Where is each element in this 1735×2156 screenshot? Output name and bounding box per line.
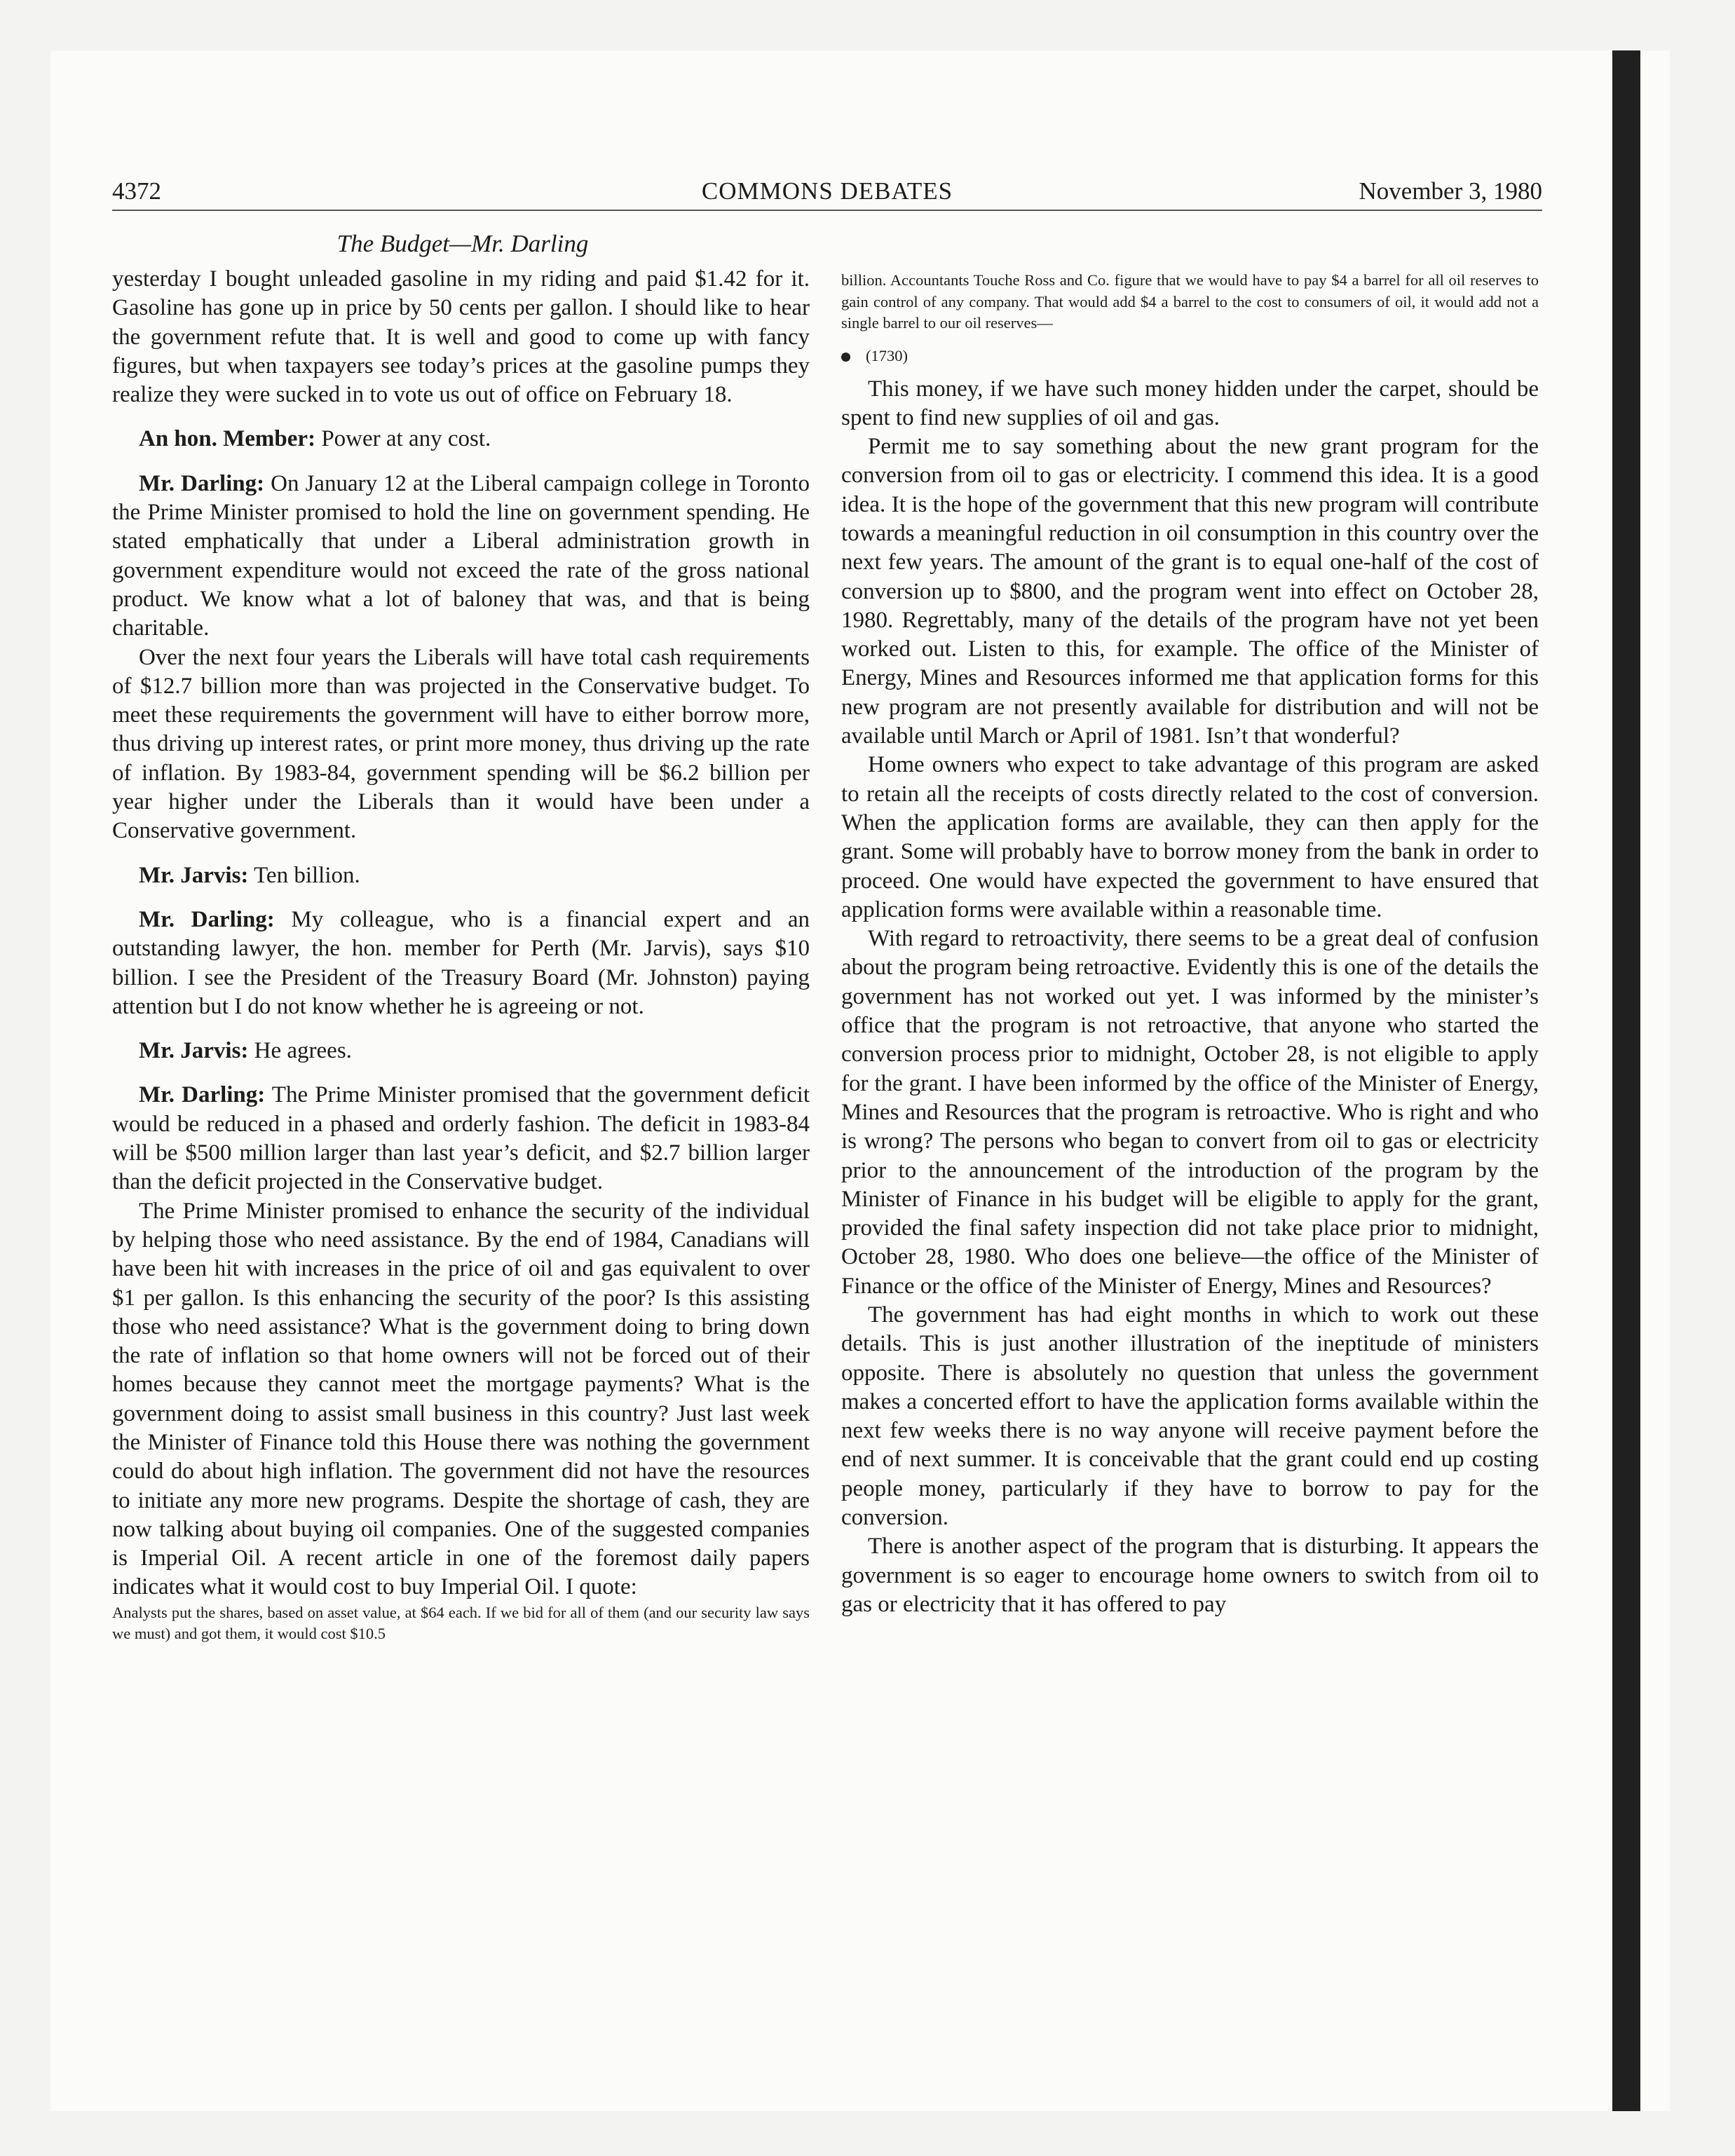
speech-text: Ten billion. — [248, 862, 360, 888]
speaker-name: Mr. Darling: — [139, 1082, 266, 1108]
paragraph: With regard to retroactivity, there seems to be a great deal of confusion about the program being retroactive. Evidently this is one of the details the government has not worked out yet. I was informed by the minister’s office that the program is not retroactive, that anyone who started the conversion process prior to midnight, October 28, is not eligible to apply for the grant. I have been informed by the office of the Minister of Energy, Mines and Resources that the program is retroactive. Who is right and who is wrong? The persons who began to convert from oil to gas or electricity prior to the announcement of the introduction of the program by the Minister of Finance in his budget will be eligible to apply for the grant, provided the final safety inspection did not take place prior to midnight, October 28, 1980. Who does one believe—the office of the Minister of Finance or the office of the Minister of Energy, Mines and Resources? — [841, 926, 1539, 1299]
speech-paragraph — [112, 906, 810, 1021]
time-marker-text: (1730) — [866, 346, 908, 364]
speaker-name: Mr. Darling: — [139, 470, 265, 496]
paragraph: The government has had eight months in which to work out these details. This is just another illustration of the ineptitude of ministers opposite. There is absolutely no question that unless the government makes a concerted effort to have the application forms available within the next few weeks there is no way anyone will receive payment before the end of next summer. It is conceivable that the grant could end up costing people money, particularly if they have to borrow to pay for the conversion. — [841, 1302, 1539, 1531]
speaker-name: An hon. Member: — [139, 426, 316, 452]
speech-paragraph — [112, 1037, 810, 1065]
paragraph: Permit me to say something about the new grant program for the conversion from oil to gas or electricity. I commend this idea. It is a good idea. It is the hope of the government that this new program will contribute towards a meaningful reduction in oil consumption in this country over the next few years. The amount of the grant is to equal one-half of the cost of conversion up to $800, and the program went into effect on October 28, 1980. Regrettably, many of the details of the program have not yet been worked out. Listen to this, for example. The office of the Minister of Energy, Mines and Resources informed me that application forms for this new program are not presently available for distribution and will not be available until March or April of 1981. Isn’t that wonderful? — [841, 434, 1539, 749]
running-subtitle: The Budget—Mr. Darling — [336, 230, 589, 257]
speech-paragraph — [112, 470, 810, 643]
page-number: 4372 — [112, 177, 161, 205]
speech-paragraph — [112, 861, 810, 890]
quotation-continued: billion. Accountants Touche Ross and Co. figure that we would have to pay $4 a barrel for all oil reserves to gain control of any company. That would add $4 a barrel to the cost to consumers of oil, it would add not a single barrel to our oil reserves— — [841, 271, 1539, 332]
scan-edge-bar — [1612, 50, 1640, 2111]
speaker-name: Mr. Jarvis: — [139, 862, 249, 888]
left-column — [112, 265, 810, 1645]
paragraph: yesterday I bought unleaded gasoline in my riding and paid $1.42 for it. Gasoline has gone up in price by 50 cents per gallon. I should like to hear the government refute that. It is well and good to come up with fancy figures, but when taxpayers see today’s prices at the gasoline pumps they realize they were sucked in to vote us out of office on February 18. — [112, 266, 810, 408]
paragraph: This money, if we have such money hidden under the carpet, should be spent to find new supplies of oil and gas. — [841, 376, 1539, 430]
time-marker — [841, 346, 1539, 367]
right-column — [841, 270, 1539, 1619]
speech-text: He agrees. — [248, 1038, 352, 1064]
bullet-dot-icon — [841, 353, 850, 362]
speech-paragraph — [112, 425, 810, 453]
paragraph: Over the next four years the Liberals will have total cash requirements of $12.7 billion more than was projected in the Conservative budget. To meet these requirements the government will have to either borrow more, thus driving up interest rates, or print more money, thus driving up the rate of inflation. By 1983-84, government spending will be $6.2 billion per year higher under the Liberals than it would have been under a Conservative government. — [112, 644, 810, 844]
paragraph: Home owners who expect to take advantage of this program are asked to retain all the receipts of costs directly related to the cost of conversion. When the application forms are available, they can then apply for the grant. Some will probably have to borrow money from the bank in order to proceed. One would have expected the government to have ensured that application forms were available within a reasonable time. — [841, 752, 1539, 922]
publication-date: November 3, 1980 — [1359, 177, 1542, 205]
paragraph: The Prime Minister promised to enhance the security of the individual by helping those who need assistance. By the end of 1984, Canadians will have been hit with increases in the price of oil and gas equivalent to over $1 per gallon. Is this enhancing the security of the poor? Is this assisting those who need assistance? What is the government doing to bring down the rate of inflation so that home owners will not be forced out of their homes because they cannot meet the mortgage payments? What is the government doing to assist small business in this country? Just last week the Minister of Finance told this House there was nothing the government could do about high inflation. The government did not have the resources to initiate any more new programs. Despite the shortage of cash, they are now talking about buying oil companies. One of the suggested companies is Imperial Oil. A recent article in one of the foremost daily papers indicates what it would cost to buy Imperial Oil. I quote: — [112, 1198, 810, 1600]
speaker-name: Mr. Darling: — [139, 906, 275, 932]
speech-text: On January 12 at the Liberal campaign college in Toronto the Prime Minister promised to hold the line on government spending. He stated emphatically that under a Liberal administration growth in government expenditure would not exceed the rate of the gross national product. We know what a lot of baloney that was, and that is being charitable. — [112, 470, 810, 641]
speaker-name: Mr. Jarvis: — [139, 1038, 249, 1064]
page-header — [112, 177, 1542, 211]
paragraph: There is another aspect of the program that is disturbing. It appears the government is so eager to encourage home owners to switch from oil to gas or electricity that it has offered to pay — [841, 1534, 1539, 1617]
quotation: Analysts put the shares, based on asset value, at $64 each. If we bid for all of them (and our security law says we must) and got them, it would cost $10.5 — [112, 1603, 810, 1643]
publication-title: COMMONS DEBATES — [701, 177, 953, 205]
speech-text: The Prime Minister promised that the government deficit would be reduced in a phased and orderly fashion. The deficit in 1983-84 will be $500 million larger than last year’s deficit, and $2.7 billion larger than the deficit projected in the Conservative budget. — [112, 1082, 810, 1195]
speech-paragraph — [112, 1081, 810, 1196]
speech-text: Power at any cost. — [315, 426, 491, 452]
speech-text: My colleague, who is a financial expert and an outstanding lawyer, the hon. member for Perth (Mr. Jarvis), says $10 billion. I see the President of the Treasury Board (Mr. Johnston) paying attention but I do not know whether he is agreeing or not. — [112, 906, 810, 1019]
